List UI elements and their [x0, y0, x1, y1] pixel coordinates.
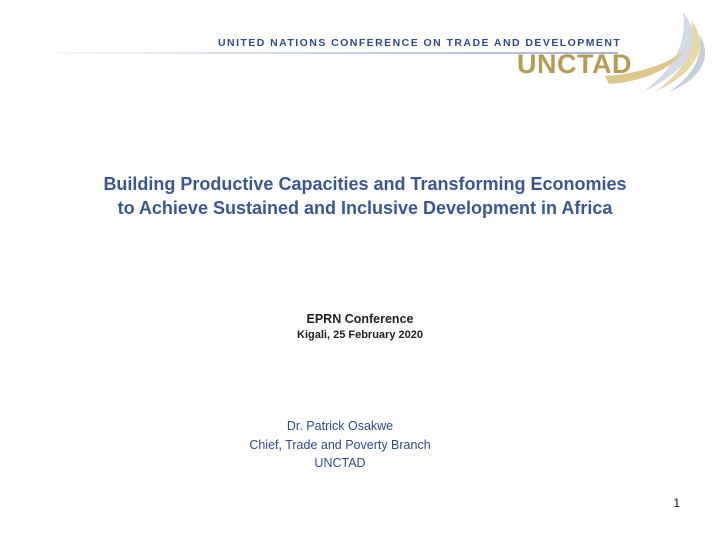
presenter-block — [190, 417, 490, 473]
presenter-org: UNCTAD — [314, 456, 366, 470]
slide-title — [40, 172, 690, 220]
event-date: Kigali, 25 February 2020 — [297, 329, 423, 341]
page-number: 1 — [673, 496, 680, 510]
title-line-2: to Achieve Sustained and Inclusive Development in Africa — [117, 198, 613, 218]
organization-name: UNITED NATIONS CONFERENCE ON TRADE AND DEVELOPMENT — [218, 37, 622, 49]
presenter-name: Dr. Patrick Osakwe — [286, 419, 394, 433]
title-line-1: Building Productive Capacities and Transforming Economies — [103, 174, 627, 194]
unctad-logo — [505, 4, 715, 94]
event-name: EPRN Conference — [306, 312, 414, 326]
logo-text: UNCTAD — [517, 49, 632, 79]
presenter-role: Chief, Trade and Poverty Branch — [249, 437, 431, 452]
